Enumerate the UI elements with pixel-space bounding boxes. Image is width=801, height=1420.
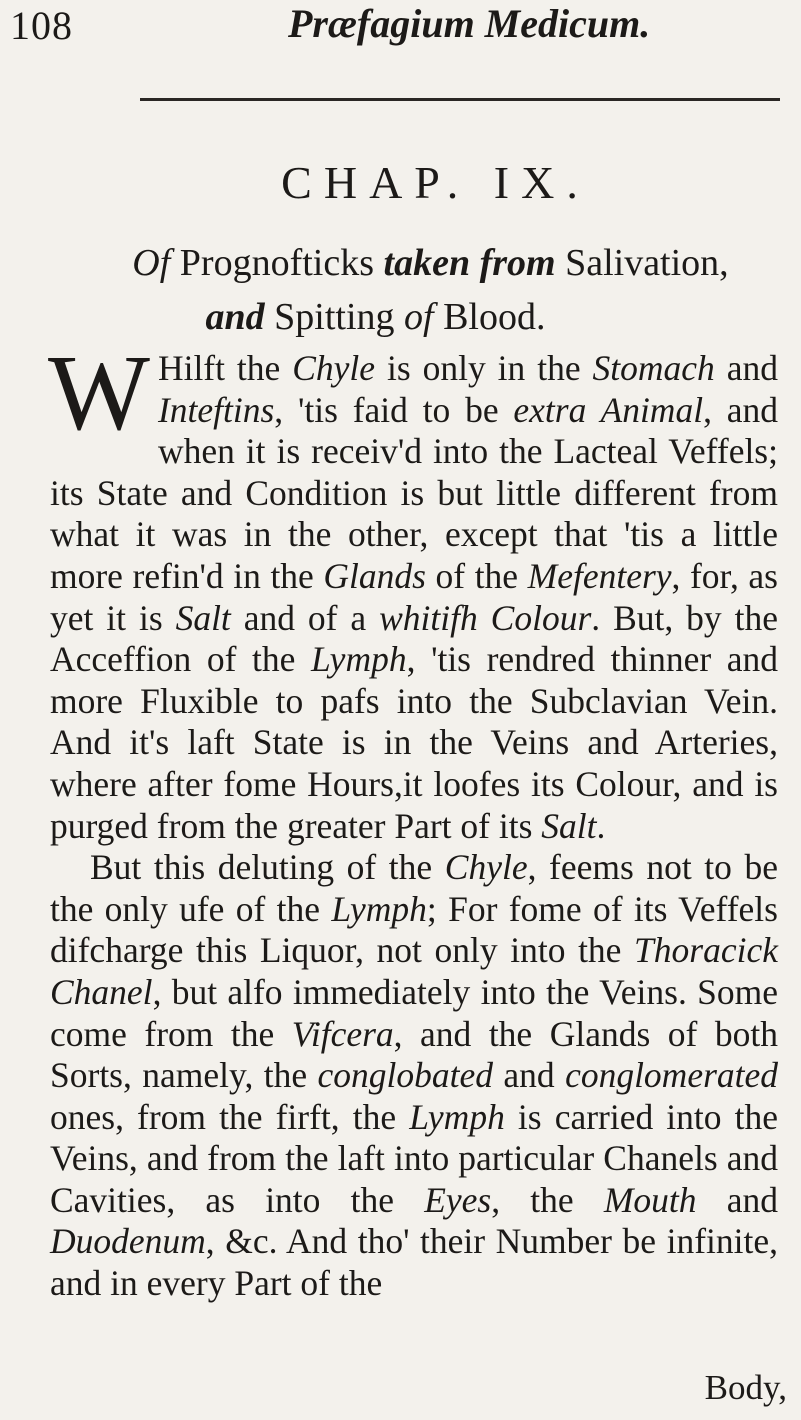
text-run: , feems not to be the only ufe of the: [50, 847, 779, 929]
text-run: But this deluting of the: [90, 847, 445, 888]
text-run: , 'tis rendred thinner and more Fluxible to pafs into the Subclavian Vein. And it's laft State is in the Veins and Arteries, where after fome Hours,it loofes its Colour, and is purged from the greater Part of its: [50, 639, 778, 846]
title-part: and: [205, 296, 265, 338]
title-part: Of: [132, 242, 171, 284]
italic-text: Mefentery: [527, 555, 672, 596]
body-text: [48, 334, 779, 1305]
italic-text: Lymph: [409, 1096, 505, 1137]
text-run: ones, from the firft, the: [50, 1096, 410, 1137]
italic-text: Vifcera: [291, 1013, 394, 1054]
text-run: and: [493, 1055, 566, 1096]
text-run: and: [696, 1179, 779, 1220]
italic-text: whitifh Colour: [379, 597, 592, 638]
italic-text: Eyes: [424, 1179, 492, 1220]
paragraph: [50, 847, 778, 1305]
text-run: of the: [425, 555, 528, 596]
title-part: Prognofticks: [170, 242, 384, 284]
italic-text: Lymph: [331, 888, 427, 929]
title-part: of: [404, 296, 434, 338]
italic-text: extra Animal: [513, 389, 704, 430]
italic-text: Mouth: [603, 1179, 697, 1220]
italic-text: Salt: [541, 805, 597, 846]
italic-text: Duodenum: [50, 1221, 206, 1262]
text-run: , and the Glands of both Sorts, namely, the: [50, 1013, 778, 1096]
text-run: Hilft the: [157, 348, 293, 388]
title-part: Salivation,: [555, 242, 729, 284]
text-run: , 'tis faid to be: [274, 389, 514, 430]
title-part: taken from: [383, 242, 556, 284]
running-title: Præfagium Medicum.: [288, 1, 651, 46]
italic-text: Chyle: [292, 348, 376, 388]
text-run: , the: [491, 1179, 604, 1220]
text-run: , &c. And tho' their Number be infinite, and in every Part of the: [50, 1221, 778, 1304]
italic-text: Glands: [323, 555, 426, 596]
page-number: 108: [10, 3, 73, 48]
drop-cap: W: [48, 334, 150, 453]
italic-text: Lymph: [311, 639, 407, 680]
chapter-title: [0, 236, 801, 344]
text-run: .: [596, 805, 606, 846]
title-part: Blood.: [433, 296, 546, 338]
italic-text: conglomerated: [565, 1055, 779, 1096]
text-run: , and when it is receiv'd into the Lacteal Veffels; its State and Condition is but little different from what it was in the other, except that 'tis a little more refin'd in the: [50, 389, 778, 596]
chapter-title-line-2: [60, 290, 801, 344]
text-run: ; For fome of its Veffels difcharge this Liquor, not only into the: [50, 888, 778, 971]
catchword: Body,: [704, 1368, 787, 1407]
paragraph: [48, 334, 778, 847]
italic-text: conglobated: [317, 1055, 493, 1096]
text-run: and of a: [230, 597, 380, 638]
text-run: is only in the: [375, 348, 593, 388]
title-part: Spitting: [264, 296, 405, 338]
text-run: is carried into the Veins, and from the laft into particular Chanels and Cavities, as into the: [50, 1096, 778, 1220]
italic-text: Inteftins: [157, 389, 275, 430]
running-head: [0, 0, 801, 60]
italic-text: Salt: [175, 597, 231, 638]
text-run: and: [714, 348, 778, 388]
ornament-rule: [140, 96, 780, 102]
text-run: . But, by the Acceffion of the: [50, 597, 778, 680]
text-run: , for, as yet it is: [50, 555, 778, 638]
italic-text: Stomach: [592, 348, 715, 388]
italic-text: Thoracick Chanel: [50, 930, 778, 1012]
text-run: , but alfo immediately into the Veins. Some come from the: [50, 971, 778, 1054]
chapter-heading: CHAP. IX.: [281, 157, 590, 208]
chapter-title-line-1: [60, 236, 801, 290]
italic-text: Chyle: [444, 847, 528, 888]
